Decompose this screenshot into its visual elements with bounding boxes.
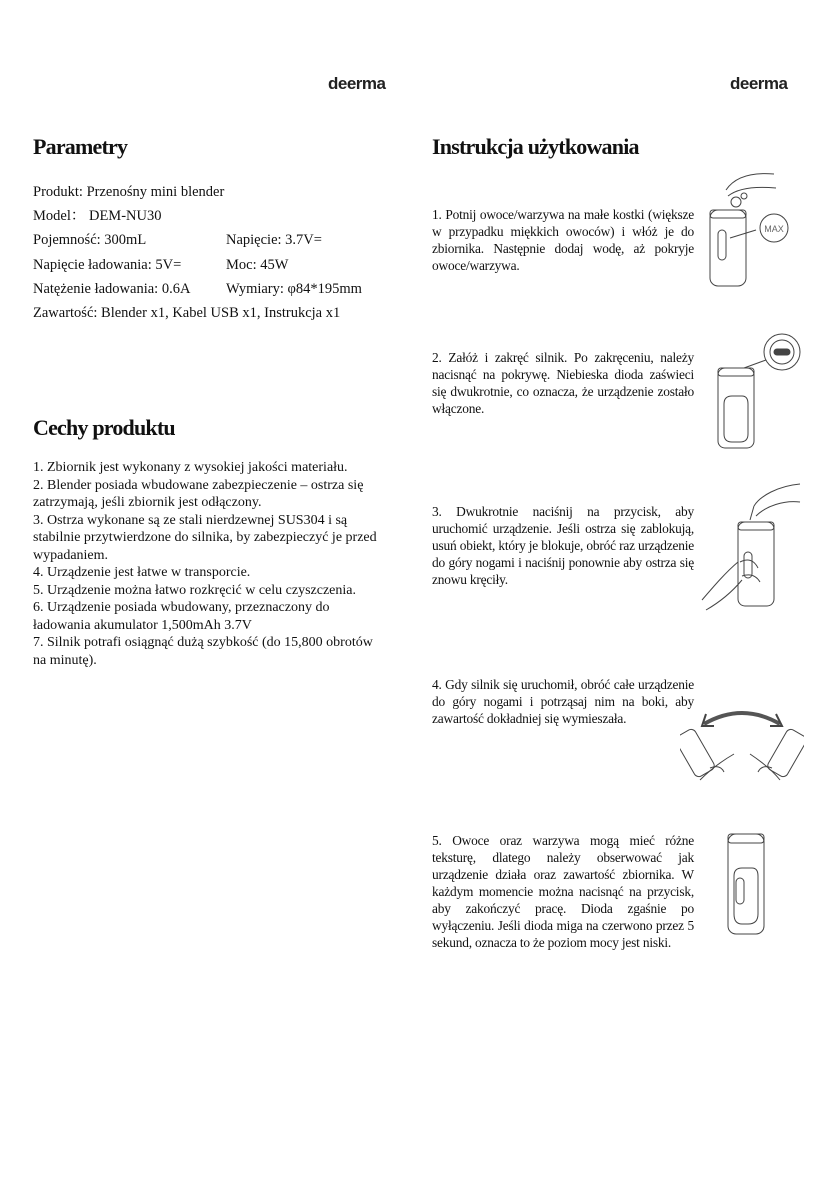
- param-row: [33, 253, 340, 277]
- features-list: [33, 459, 383, 669]
- param-label-2: Moc: 45W: [226, 256, 289, 273]
- param-label: Natężenie ładowania: 0.6A: [33, 280, 191, 297]
- instruction-step-4: 4. Gdy silnik się uruchomił, obróć całe urządzenie do góry nogami i potrząsaj nim na boki, aby zawartość dokładniej się wymieszała.: [432, 677, 694, 726]
- feature-item: 6. Urządzenie posiada wbudowany, przeznaczony do ładowania akumulator 1,500mAh 3.7V: [33, 600, 330, 633]
- feature-item: 4. Urządzenie jest łatwe w transporcie.: [33, 565, 251, 580]
- brand-logo-left: deerma: [328, 74, 386, 93]
- instruction-step-1: 1. Potnij owoce/warzywa na małe kostki (większe w przypadku miękkich owoców) i włóż je do zbiornika. Następnie dodaj wodę, aż pokryje owoce/warzywa.: [432, 207, 694, 273]
- feature-item: 2. Blender posiada wbudowane zabezpieczenie – ostrza się zatrzymają, jeśli zbiornik jest odłączony.: [33, 477, 364, 510]
- param-label: Produkt: Przenośny mini blender: [33, 184, 225, 200]
- param-row: [33, 228, 340, 252]
- param-label-2: Napięcie: 3.7V=: [226, 232, 322, 249]
- instruction-step-5: 5. Owoce oraz warzywa mogą mieć różne teksturę, dlatego należy obserwować jak urządzenie działa oraz zawartość zbiornika. W każdym momencie można nacisnąć na przycisk, aby zakończyć pracę. Dioda zgaśnie po wyłączeniu. Jeśli dioda miga na czerwono przez 5 sekund, oznacza to że poziom mocy jest niski.: [432, 833, 694, 950]
- features-heading: Cechy produktu: [33, 415, 175, 440]
- param-row: [33, 180, 340, 204]
- max-label: MAX: [764, 224, 784, 234]
- param-row: [33, 277, 362, 301]
- params-list: [33, 180, 362, 325]
- illustration-step-5: [724, 830, 768, 938]
- param-row: [33, 301, 340, 325]
- param-label: Model： DEM-NU30: [33, 208, 162, 225]
- illustration-step-2: [712, 330, 808, 452]
- param-row: [33, 204, 340, 228]
- brand-logo-right: deerma: [730, 74, 788, 93]
- feature-item: 5. Urządzenie można łatwo rozkręcić w celu czyszczenia.: [33, 582, 356, 598]
- illustration-step-3: [700, 476, 808, 626]
- params-heading: Parametry: [33, 134, 128, 159]
- param-label-2: Wymiary: φ84*195mm: [226, 280, 362, 297]
- instruction-step-3: 3. Dwukrotnie naciśnij na przycisk, aby uruchomić urządzenie. Jeśli ostrza się zablokują, usuń obiekt, który je blokuje, obróć raz urządzenie do góry nogami i naciśnij ponownie aby ostrza się znowu kręciły.: [432, 504, 694, 587]
- param-label: Napięcie ładowania: 5V=: [33, 256, 182, 273]
- feature-item: 1. Zbiornik jest wykonany z wysokiej jakości materiału.: [33, 460, 348, 475]
- param-label: Pojemność: 300mL: [33, 232, 147, 249]
- instructions-heading: Instrukcja użytkowania: [432, 134, 639, 159]
- feature-item: 7. Silnik potrafi osiągnąć dużą szybkość (do 15,800 obrotów na minutę).: [33, 635, 373, 668]
- param-label: Zawartość: Blender x1, Kabel USB x1, Instrukcja x1: [33, 304, 341, 321]
- instruction-step-2: 2. Załóż i zakręć silnik. Po zakręceniu, należy nacisnąć na pokrywę. Niebieska dioda zaświeci się dwukrotnie, co oznacza, że urządzenie zostało włączone.: [432, 350, 694, 416]
- feature-item: 3. Ostrza wykonane są ze stali nierdzewnej SUS304 i są stabilnie przytwierdzone do silnika, by zabezpieczyć je przed wypadaniem.: [33, 512, 377, 563]
- illustration-step-4: [680, 708, 804, 790]
- illustration-step-1: [704, 166, 800, 292]
